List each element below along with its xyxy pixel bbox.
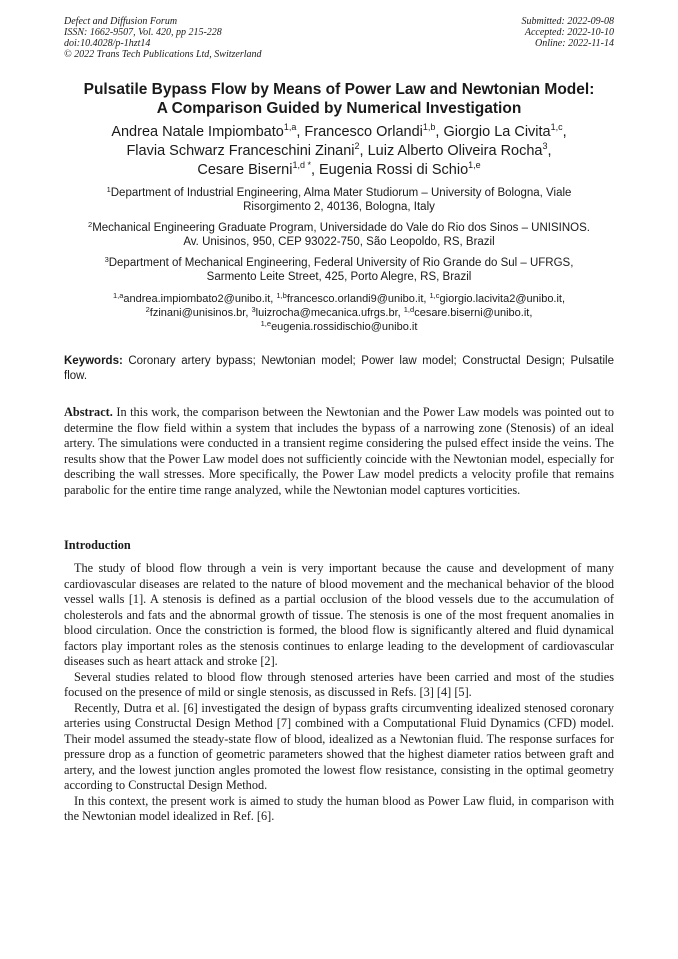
paragraph: Recently, Dutra et al. [6] investigated the design of bypass grafts circumventing idealized stenosed coronary arteries using Constructal Design Method [7] combined with a Computational Fluid Dynamics (CFD) model. Their model assumed the steady-state flow of blood, idealized as a Newtonian fluid. The response surfaces for pressure drop as a function of geometric parameters showed that the highest diameter ratios between graft and artery, and the lowest junction angles promoted the lowest flow resistance, consisting in the optimal geometry according to Constructal Design Method. [64,700,614,792]
paragraph: Several studies related to blood flow through stenosed arteries have been carried and most of the studies focused on the presence of mild or single stenosis, as discussed in Refs. [3] [4] [5]. [64,669,614,699]
abstract-label: Abstract. [64,405,113,419]
affiliation-1: $^1$Department of Industrial Engineering, Alma Mater Studiorum – University of Bologna, Viale Risorgimento 2, 40136, Bologna, Italy [106,185,572,213]
journal-issn: ISSN: 1662-9507, Vol. 420, pp 215-228 [64,27,222,38]
paragraph: The study of blood flow through a vein is very important because the cause and development of many cardiovascular diseases are related to the nature of blood movement and the mechanical behavior of the blood vessel walls [1]. A stenosis is defined as a partial occlusion of the blood vessels due to the accumulation of cholesterols and fats and the abnormal growth of tissue. The stenosis is one of the most frequent anomalies in blood circulation. Once the constriction is formed, the blood flow is significantly altered and fluid dynamical factors play important roles as the stenosis continues to enlarge leading to the development of cardiovascular diseases such as heart attack and stroke [2]. [64,561,614,668]
email-link[interactable]: andrea.impiombato2@unibo.it, [123,293,274,305]
email-link[interactable]: giorgio.lacivita2@unibo.it, [439,293,566,305]
author-name: Luiz Alberto Oliveira Rocha [367,143,543,159]
publication-dates [522,16,615,49]
author-sup: 1,a [283,122,297,132]
author-name: Cesare Biserni [197,162,293,178]
abstract-text: In this work, the comparison between the Newtonian and the Power Law models was pointed out to determine the flow field within a system that includes the bypass of a narrowing zone (Stenosis) of an ideal artery. The simulations were conducted in a transient regime considering the pulsed effect inside the veins. The results show that the Power Law model does not sufficiently coincide with the Newtonian model, especially for describing the wall stresses. More specifically, the Power Law model predicts a velocity profile that remains parabolic for the entire time range analyzed, while the Newtonian model captures vorticities. [64,405,614,497]
email-link[interactable]: luizrocha@mecanica.ufrgs.br, [255,307,401,319]
journal-header [64,16,262,60]
online-date: Online: 2022-11-14 [535,38,614,49]
keywords-text: Coronary artery bypass; Newtonian model; Power law model; Constructal Design; Pulsatile flow. [64,355,615,382]
affiliation-3: $^3$Department of Mechanical Engineering, Federal University of Rio Grande do Sul – UFRGS, Sarmento Leite Street, 425, Porto Alegre, RS, Brazil [104,255,574,283]
submitted-date: Submitted: 2022-09-08 [521,16,614,27]
email-link[interactable]: fzinani@unisinos.br, [149,307,249,319]
email-link[interactable]: francesco.orlandi9@unibo.it, [286,293,427,305]
accepted-date: Accepted: 2022-10-10 [524,27,614,38]
copyright: © 2022 Trans Tech Publications Ltd, Switzerland [64,49,262,60]
author-list: Andrea Natale Impiombato$^{1,a}$, Francesco Orlandi$^{1,b}$, Giorgio La Civita$^{1,c}$, Flavia Schwarz Franceschini Zinani$^2$, Luiz Alberto Oliveira Rocha$^3$, Cesare Biserni$^{1,d *}$, Eugenia Rossi di Schio$^{1,e}$ [111,122,567,178]
author-sup: 3 [542,141,548,151]
email-link[interactable]: eugenia.rossidischio@unibo.it [271,321,418,333]
doi[interactable]: doi:10.4028/p-1hzt14 [64,38,151,49]
author-name: Flavia Schwarz Franceschini Zinani [126,143,355,159]
author-sup: 1,b [422,122,436,132]
email-link[interactable]: cesare.biserni@unibo.it, [414,307,533,319]
title-line-1: Pulsatile Bypass Flow by Means of Power Law and Newtonian Model: [83,81,595,98]
author-sup: 1,c [550,122,563,132]
journal-name: Defect and Diffusion Forum [64,16,178,27]
affiliation-2: $^2$Mechanical Engineering Graduate Program, Universidade do Vale do Rio dos Sinos – UNISINOS. Av. Unisinos, 950, CEP 93022-750, São Leopoldo, RS, Brazil [88,220,590,248]
author-name: Andrea Natale Impiombato [111,124,284,140]
paper-title [50,80,628,118]
author-name: Giorgio La Civita [443,124,551,140]
paragraph: In this context, the present work is aimed to study the human blood as Power Law fluid, in comparison with the Newtonian model idealized in Ref. [6]. [64,793,614,823]
title-line-2: A Comparison Guided by Numerical Investigation [156,100,522,117]
author-name: Francesco Orlandi [304,124,423,140]
author-sup: 2 [354,141,360,151]
author-sup: 1,d * [292,160,311,170]
introduction-body [64,561,614,825]
abstract [64,405,614,498]
section-heading: Introduction [64,538,131,552]
keywords-label: Keywords: [64,355,123,367]
keywords [64,354,614,384]
author-name: Eugenia Rossi di Schio [319,162,469,178]
author-emails: $^{1,a}$andrea.impiombato2@unibo.it, $^{1,b}$francesco.orlandi9@unibo.it, $^{1,c}$giorgio.lacivita2@unibo.it, $^2$fzinani@unisinos.br, $^3$luizrocha@mecanica.ufrgs.br, $^{1,d}$cesare.biserni@unibo.it, $^{1,e}$eugenia.rossidischio@unibo.it [112,291,566,333]
author-sup: 1,e [468,160,481,170]
